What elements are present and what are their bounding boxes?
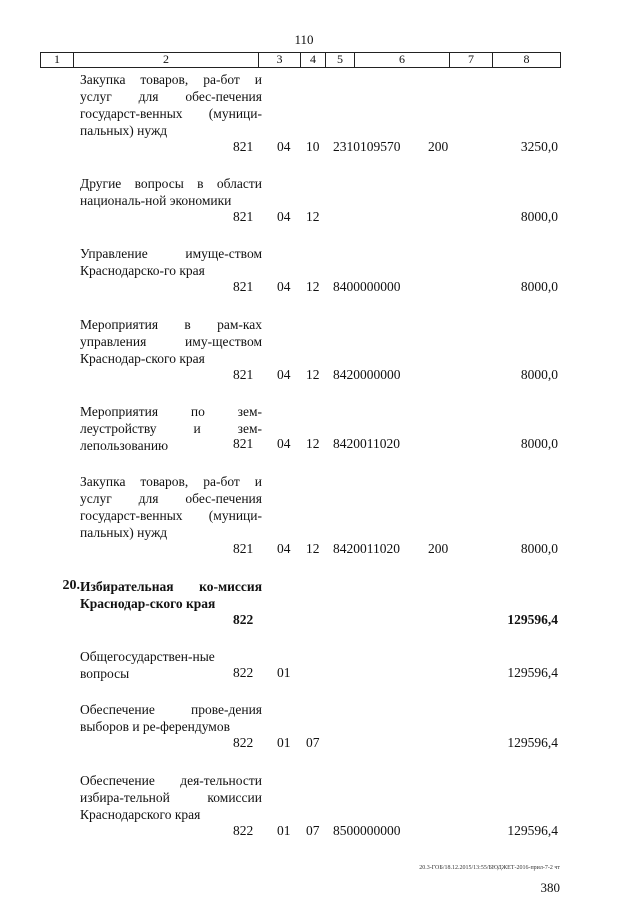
cell-subsection: 10	[306, 139, 320, 154]
cell-section: 04	[277, 139, 291, 154]
cell-chapter: 822	[233, 823, 254, 838]
row-description: Управление имуще-ством Краснодарско-го края	[80, 246, 262, 278]
cell-amount: 8000,0	[520, 279, 558, 294]
column-header-1: 1	[41, 53, 74, 67]
row-description: Мероприятия по зем-леустройству и зем-лепользованию	[80, 404, 262, 453]
section-number: 20.	[62, 578, 80, 593]
cell-chapter: 822	[233, 612, 254, 627]
row-description: Избирательная ко-миссия Краснодар-ского края	[80, 579, 262, 611]
cell-section: 01	[277, 823, 291, 838]
cell-chapter: 821	[233, 139, 254, 154]
cell-subsection: 12	[306, 279, 320, 294]
cell-subsection: 07	[306, 823, 320, 838]
column-header-6: 6	[355, 53, 450, 67]
cell-target-article: 8420011020	[333, 541, 400, 556]
cell-target-article: 8400000000	[333, 279, 401, 294]
cell-chapter: 822	[233, 665, 254, 680]
cell-amount: 8000,0	[520, 209, 558, 224]
column-header-2: 2	[74, 53, 259, 67]
page-number-top: 110	[294, 32, 314, 47]
column-header-row	[40, 52, 561, 68]
cell-subsection: 12	[306, 367, 320, 382]
column-header-4: 4	[301, 53, 326, 67]
cell-amount: 8000,0	[520, 541, 558, 556]
row-description: Общегосударствен-ные вопросы	[80, 649, 215, 681]
cell-target-article: 2310109570	[333, 139, 401, 154]
cell-chapter: 822	[233, 735, 254, 750]
cell-subsection: 07	[306, 735, 320, 750]
cell-chapter: 821	[233, 367, 254, 382]
cell-section: 04	[277, 541, 291, 556]
cell-section: 04	[277, 209, 291, 224]
column-header-8: 8	[523, 52, 530, 66]
cell-chapter: 821	[233, 541, 254, 556]
cell-amount: 129596,4	[507, 735, 558, 750]
row-description: Закупка товаров, ра-бот и услуг для обес-печения государст-венных (муници-пальных) нужд	[80, 72, 262, 138]
cell-amount: 129596,4	[507, 823, 558, 838]
column-header-5: 5	[326, 53, 355, 67]
footer-document-code: 20.3-ГОБ/18.12.2015/13:55/БЮДЖЕТ-2016-прил-7-2 чт	[419, 865, 560, 871]
cell-subsection: 12	[306, 436, 320, 451]
cell-expense-type: 200	[428, 139, 449, 154]
cell-expense-type: 200	[428, 541, 449, 556]
column-header-7: 7	[450, 53, 493, 67]
cell-section: 01	[277, 665, 291, 680]
row-description: Закупка товаров, ра-бот и услуг для обес-печения государст-венных (муници-пальных) нужд	[80, 474, 262, 540]
row-description: Мероприятия в рам-ках управления иму-ществом Краснодар-ского края	[80, 317, 262, 366]
cell-subsection: 12	[306, 541, 320, 556]
cell-amount: 8000,0	[520, 367, 558, 382]
cell-chapter: 821	[233, 279, 254, 294]
page-number-bottom: 380	[540, 880, 560, 895]
row-description: Другие вопросы в области националь-ной экономики	[80, 176, 262, 208]
cell-amount: 129596,4	[507, 612, 558, 627]
cell-chapter: 821	[233, 436, 254, 451]
cell-target-article: 8420011020	[333, 436, 400, 451]
cell-chapter: 821	[233, 209, 254, 224]
cell-section: 04	[277, 436, 291, 451]
column-header-3: 3	[259, 53, 301, 67]
cell-target-article: 8420000000	[333, 367, 401, 382]
cell-target-article: 8500000000	[333, 823, 401, 838]
row-description: Обеспечение прове-дения выборов и ре-ферендумов	[80, 702, 262, 734]
cell-amount: 3250,0	[520, 139, 558, 154]
cell-amount: 8000,0	[520, 436, 558, 451]
cell-section: 04	[277, 367, 291, 382]
row-description: Обеспечение дея-тельности избира-тельной комиссии Краснодарского края	[80, 773, 262, 822]
cell-section: 01	[277, 735, 291, 750]
cell-subsection: 12	[306, 209, 320, 224]
cell-amount: 129596,4	[507, 665, 558, 680]
cell-section: 04	[277, 279, 291, 294]
